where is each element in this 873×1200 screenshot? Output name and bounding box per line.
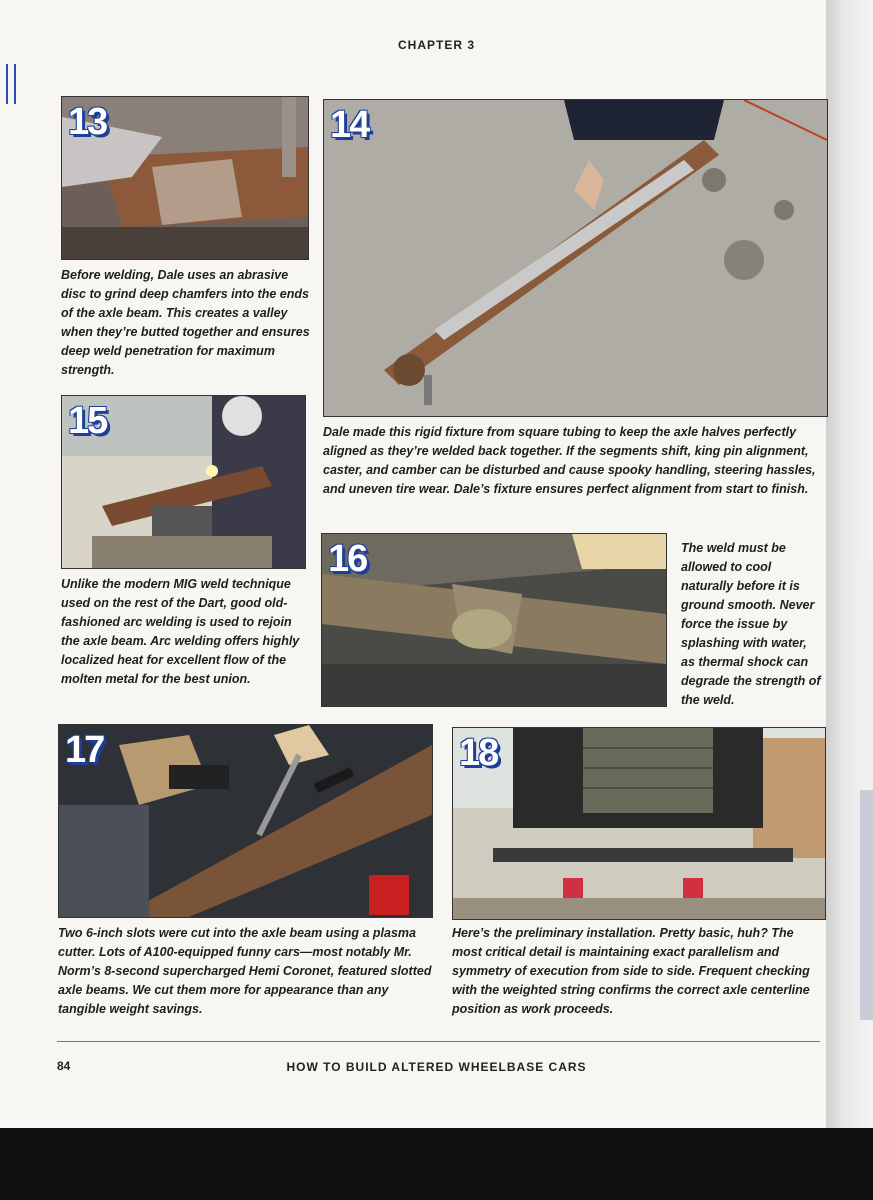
figure-number-16: 16 (328, 538, 367, 580)
caption-18: Here’s the preliminary installation. Pretty basic, huh? The most critical detail is maintaining exact parallelism and symmetry of execution from side to side. Frequent checking with the weighted string confirms the correct axle centerline position as work proceeds. (452, 926, 810, 1016)
figure-number-13: 13 (68, 101, 107, 143)
photo-14 (323, 99, 828, 417)
adjacent-page-photo-edge (860, 790, 873, 1020)
page-number: 84 (57, 1059, 71, 1073)
photo-17 (58, 724, 433, 918)
photo-15 (61, 395, 306, 569)
book-title: HOW TO BUILD ALTERED WHEELBASE CARS (286, 1060, 587, 1074)
scanner-background (0, 1128, 873, 1200)
figure-number-14: 14 (330, 104, 369, 146)
figure-number-17: 17 (65, 729, 104, 771)
edge-mark (6, 64, 16, 104)
chapter-header: CHAPTER 3 (397, 38, 475, 52)
footer-rule (57, 1041, 820, 1042)
adjacent-page-edge (858, 560, 873, 790)
figure-number-18: 18 (459, 732, 498, 774)
caption-13: Before welding, Dale uses an abrasive disc to grind deep chamfers into the ends of the axle beam. This creates a valley when they’re butted together and ensures deep weld penetration for maximum strength. (61, 268, 310, 377)
photo-13 (61, 96, 309, 260)
photo-16 (321, 533, 667, 707)
caption-16: The weld must be allowed to cool naturally before it is ground smooth. Never force the issue by splashing with water, as thermal shock can degrade the strength of the weld. (681, 541, 821, 707)
figure-number-15: 15 (68, 400, 107, 442)
caption-15: Unlike the modern MIG weld technique used on the rest of the Dart, good old-fashioned arc welding is used to rejoin the axle beam. Arc welding offers highly localized heat for excellent flow of the molten metal for the best union. (61, 577, 300, 686)
caption-14: Dale made this rigid fixture from square tubing to keep the axle halves perfectly aligned as they’re welded back together. If the segments shift, king pin alignment, caster, and camber can be disturbed and cause spooky handling, steering hassles, and uneven tire wear. Dale’s fixture ensures perfect alignment from start to finish. (323, 425, 816, 496)
caption-17: Two 6-inch slots were cut into the axle beam using a plasma cutter. Lots of A100-equipped funny cars—most notably Mr. Norm’s 8-second supercharged Hemi Coronet, featured slotted axle beams. We cut them more for appearance than any tangible weight savings. (58, 926, 432, 1016)
photo-18 (452, 727, 826, 920)
